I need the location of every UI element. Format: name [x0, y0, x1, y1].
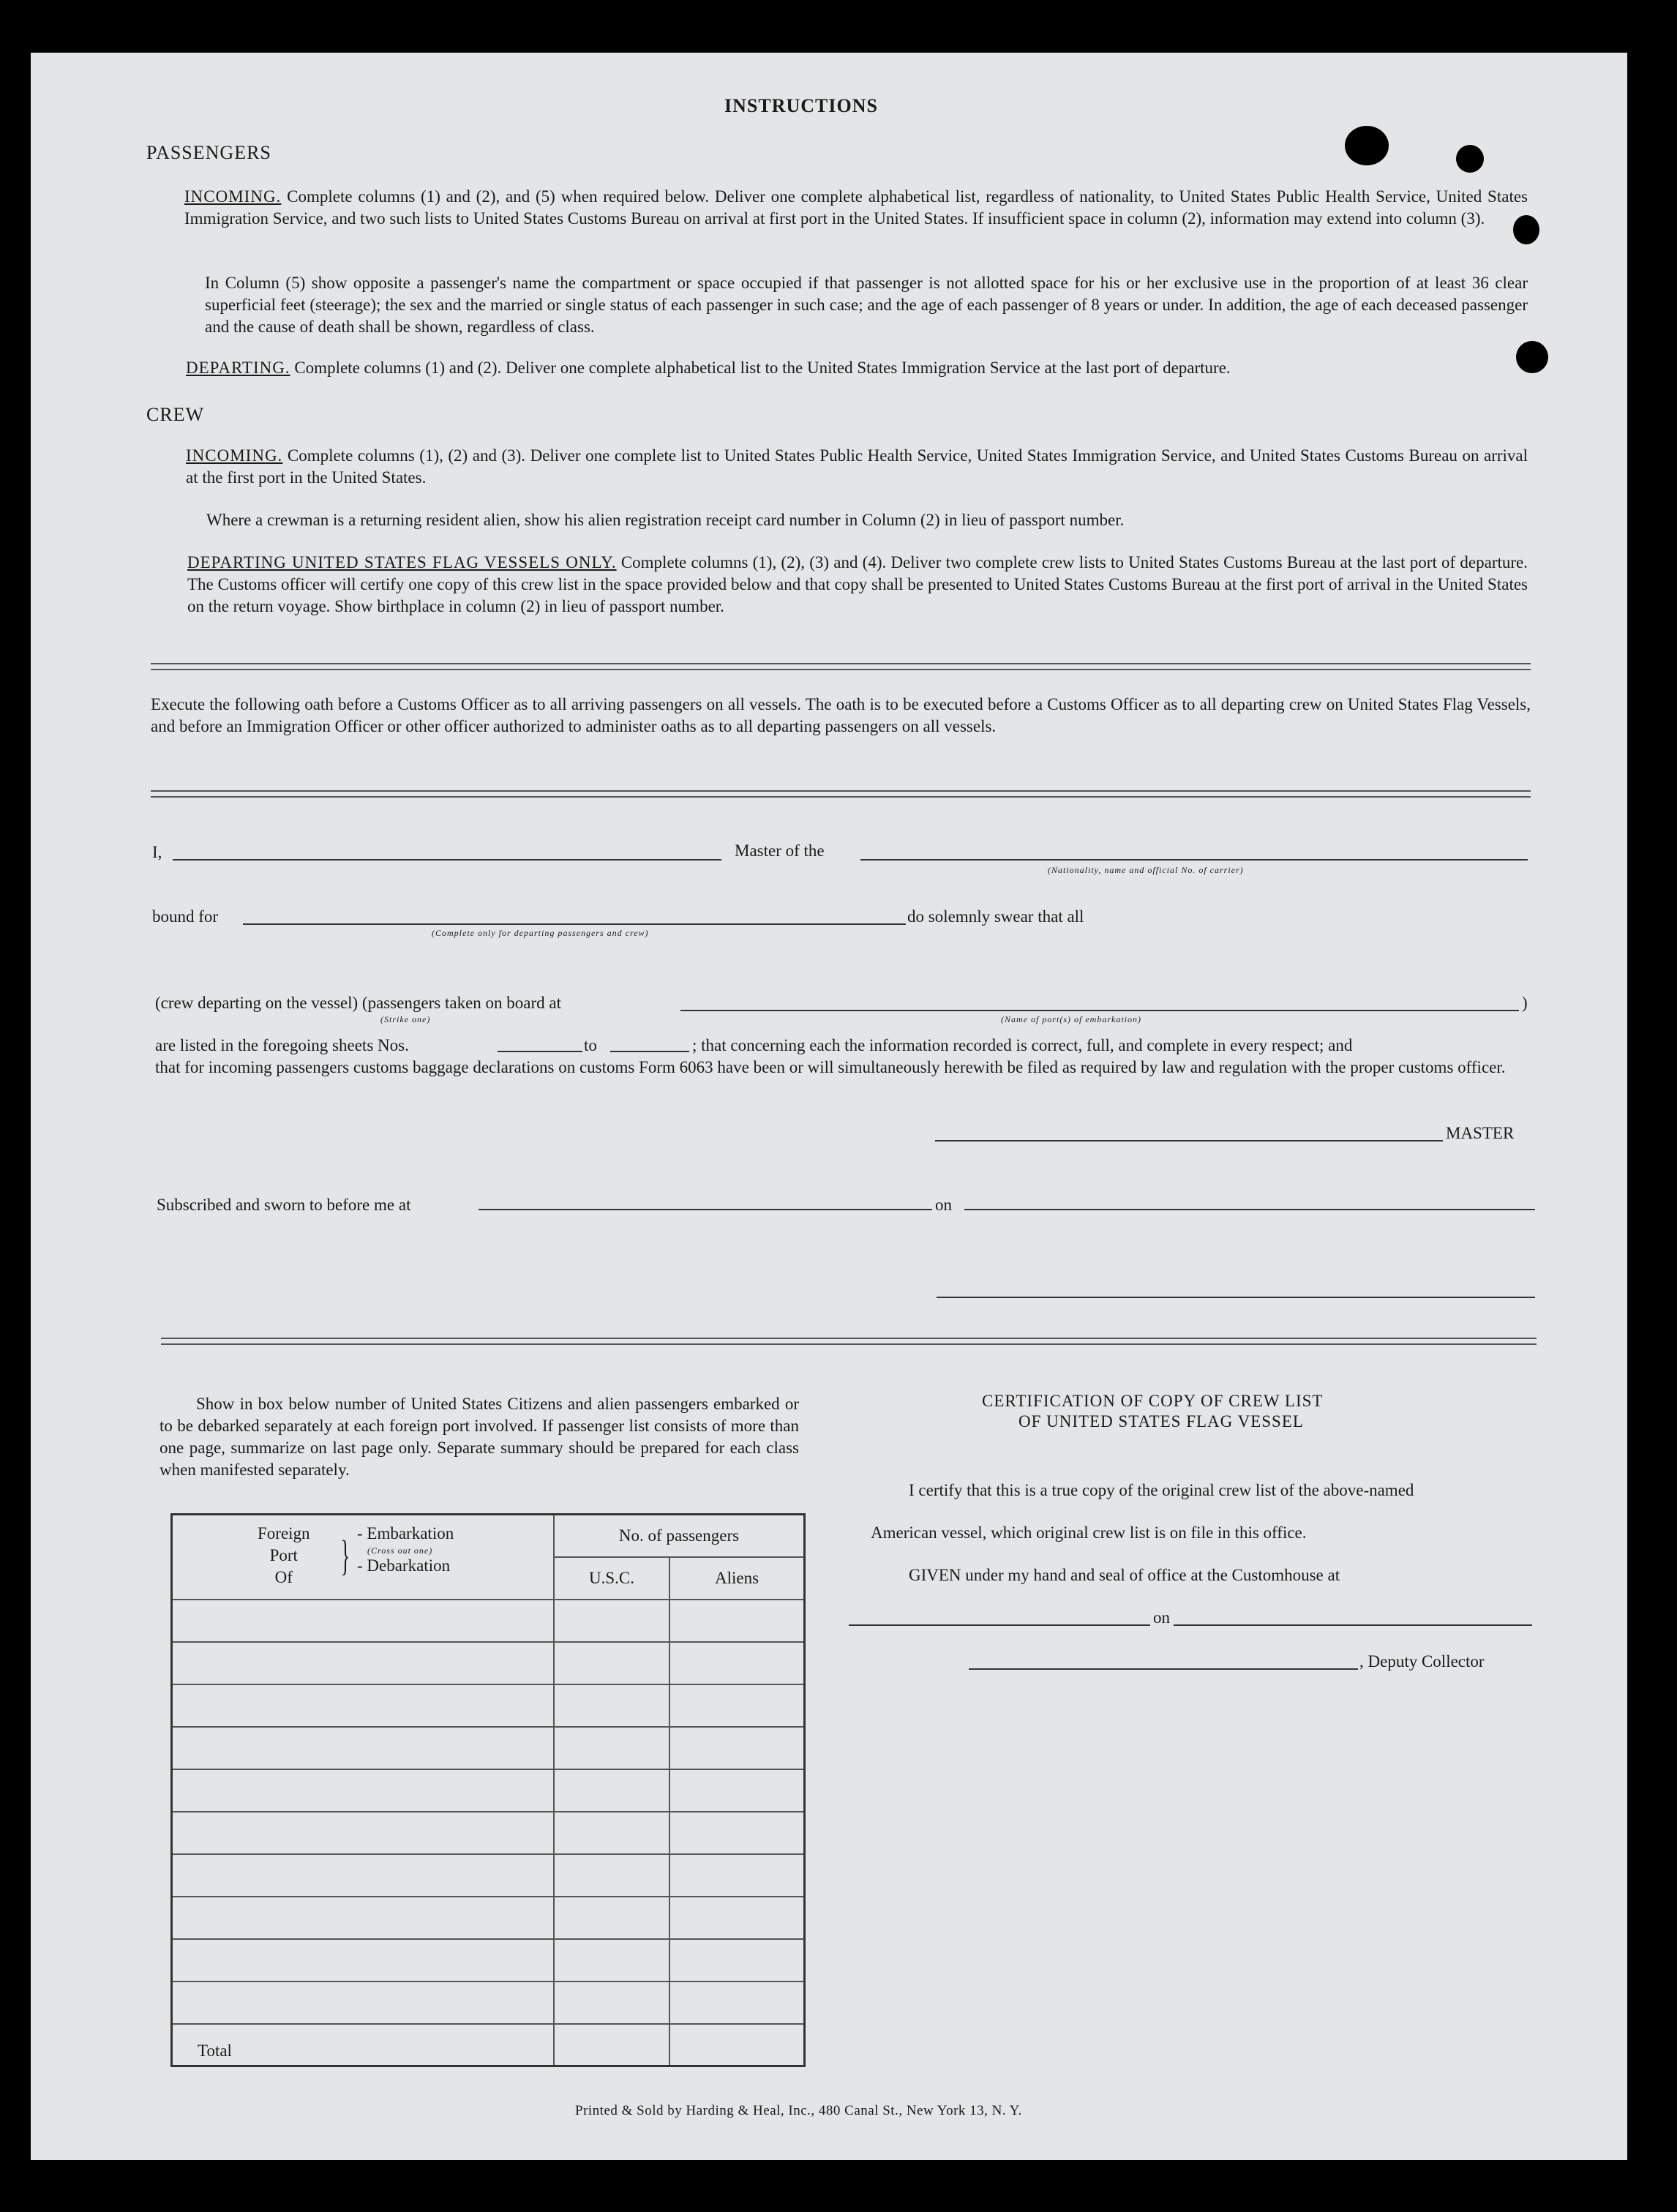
certification-line-1: I certify that this is a true copy of the original crew list of the above-named	[909, 1481, 1414, 1499]
passengers-incoming-text: Complete columns (1) and (2), and (5) when required below. Deliver one complete alphabetical list, regardless of nationality, to United States Public Health Service, United States Immigration Service, and two such lists to United States Customs Bureau on arrival at first port in the United States. If insufficient space in column (2), information may extend into column (3).	[184, 187, 1528, 228]
deputy-signature-field[interactable]	[969, 1668, 1358, 1670]
port-cell[interactable]	[172, 1769, 555, 1812]
crew-incoming	[186, 445, 1528, 489]
oath-listed-prefix: are listed in the foregoing sheets Nos.	[155, 1036, 409, 1054]
usc-cell[interactable]	[554, 1600, 669, 1642]
divider	[161, 1338, 1537, 1345]
footer-imprint: Printed & Sold by Harding & Heal, Inc., 480 Canal St., New York 13, N. Y.	[575, 2103, 1022, 2118]
sheet-to-field[interactable]	[610, 1051, 689, 1052]
subscribed-place-field[interactable]	[479, 1209, 932, 1210]
port-cell[interactable]	[172, 1982, 555, 2024]
aliens-cell[interactable]	[669, 1600, 805, 1642]
page-title: INSTRUCTIONS	[724, 95, 878, 116]
divider	[151, 663, 1531, 670]
table-row	[172, 1812, 805, 1854]
sheet-from-field[interactable]	[498, 1051, 582, 1052]
oath-i: I,	[152, 843, 162, 861]
port-cell[interactable]	[172, 1600, 555, 1642]
passengers-heading: PASSENGERS	[146, 142, 271, 163]
oath-on: on	[935, 1196, 952, 1214]
port-cell[interactable]	[172, 1812, 555, 1854]
crew-departing-label: DEPARTING UNITED STATES FLAG VESSELS ONLY.	[187, 553, 617, 571]
master-signature-field[interactable]	[935, 1140, 1443, 1141]
of-label: Of	[274, 1568, 293, 1586]
embarkation-option[interactable]: - Embarkation	[357, 1524, 454, 1542]
usc-cell[interactable]	[554, 1684, 669, 1727]
aliens-cell[interactable]	[669, 1812, 805, 1854]
oath-master: MASTER	[1446, 1124, 1515, 1142]
passenger-summary-table	[170, 1513, 806, 2067]
total-row	[172, 2024, 805, 2066]
oath-instructions: Execute the following oath before a Customs Officer as to all arriving passengers on all vessels. The oath is to be executed before a Customs Officer as to all departing crew on United States Flag Vessels, and before an Immigration Officer or other officer authorized to administer oaths as to all departing passengers on all vessels.	[151, 695, 1531, 735]
usc-cell[interactable]	[554, 1897, 669, 1939]
oath-master-of-the: Master of the	[735, 841, 825, 860]
summary-instructions: Show in box below number of United States Citizens and alien passengers embarked or to be debarked separately at each foreign port involved. If passenger list consists of more than one page, summarize on last page only. Separate summary should be prepared for each class when manifested separately.	[160, 1395, 799, 1479]
aliens-cell[interactable]	[669, 1854, 805, 1897]
ports-note: (Name of port(s) of embarkation)	[1001, 1014, 1141, 1024]
brace-icon: }	[340, 1531, 350, 1579]
aliens-total-cell[interactable]	[669, 2024, 805, 2066]
carrier-note: (Nationality, name and official No. of carrier)	[1048, 865, 1244, 875]
aliens-cell[interactable]	[669, 1684, 805, 1727]
master-name-field[interactable]	[173, 859, 721, 861]
oath-to: to	[584, 1036, 597, 1054]
subscribed-date-field[interactable]	[964, 1209, 1535, 1210]
table-row	[172, 1642, 805, 1684]
port-cell[interactable]	[172, 1854, 555, 1897]
crew-incoming-text: Complete columns (1), (2) and (3). Deliver one complete list to United States Public Health Service, United States Immigration Service, and United States Customs Bureau on arrival at the first port in the United States.	[186, 446, 1528, 487]
port-cell[interactable]	[172, 1642, 555, 1684]
no-passengers-header: No. of passengers	[554, 1515, 805, 1557]
aliens-cell[interactable]	[669, 1982, 805, 2024]
usc-cell[interactable]	[554, 1642, 669, 1684]
table-row	[172, 1897, 805, 1939]
aliens-cell[interactable]	[669, 1642, 805, 1684]
certification-on: on	[1153, 1608, 1170, 1627]
hole-mark	[1345, 126, 1389, 165]
aliens-cell[interactable]	[669, 1727, 805, 1769]
strike-one: (Strike one)	[380, 1014, 431, 1024]
usc-cell[interactable]	[554, 1854, 669, 1897]
certification-deputy: , Deputy Collector	[1359, 1652, 1485, 1671]
table-row	[172, 1600, 805, 1642]
usc-total-cell[interactable]	[554, 2024, 669, 2066]
divider	[151, 790, 1531, 798]
crew-departing-text: Complete columns (1), (2), (3) and (4). Deliver two complete crew lists to United States Customs Bureau at the last port of departure. The Customs officer will certify one copy of this crew list in the space provided below and that copy shall be presented to United States Customs Bureau at the first port of arrival in the United States on the return voyage. Show birthplace in column (2) in lieu of passport number.	[187, 553, 1528, 615]
certification-date-field[interactable]	[1174, 1624, 1532, 1626]
port-cell[interactable]	[172, 1897, 555, 1939]
carrier-field[interactable]	[860, 859, 1528, 861]
passengers-incoming	[184, 186, 1528, 230]
total-label	[172, 2024, 555, 2066]
oath-swear: do solemnly swear that all	[907, 907, 1084, 926]
oath-bound-for: bound for	[152, 907, 219, 926]
passengers-departing-label: DEPARTING.	[186, 359, 290, 377]
aliens-cell[interactable]	[669, 1769, 805, 1812]
table-row	[172, 1854, 805, 1897]
oath-listed-suffix: ; that concerning each the information recorded is correct, full, and complete in every respect; and	[692, 1036, 1353, 1054]
usc-cell[interactable]	[554, 1727, 669, 1769]
oath-subscribed: Subscribed and sworn to before me at	[157, 1196, 411, 1214]
aliens-cell[interactable]	[669, 1939, 805, 1982]
hole-mark	[1456, 145, 1484, 173]
certification-title-1: CERTIFICATION OF COPY OF CREW LIST	[982, 1392, 1324, 1410]
cross-out-note: (Cross out one)	[367, 1545, 433, 1556]
port-cell[interactable]	[172, 1684, 555, 1727]
total-text: Total	[198, 2042, 232, 2060]
aliens-cell[interactable]	[669, 1897, 805, 1939]
usc-cell[interactable]	[554, 1939, 669, 1982]
bound-for-field[interactable]	[243, 923, 906, 925]
oath-close-paren: )	[1522, 994, 1528, 1012]
usc-cell[interactable]	[554, 1769, 669, 1812]
crew-resident: Where a crewman is a returning resident alien, show his alien registration receipt card number in Column (2) in lieu of passport number.	[206, 511, 1125, 529]
port-cell[interactable]	[172, 1939, 555, 1982]
usc-cell[interactable]	[554, 1982, 669, 2024]
port-header	[172, 1515, 555, 1600]
foreign-label: Foreign	[258, 1524, 310, 1542]
passengers-departing	[186, 357, 1528, 379]
usc-header: U.S.C.	[554, 1557, 669, 1600]
crew-departing	[187, 552, 1528, 618]
certification-line-2: American vessel, which original crew list is on file in this office.	[871, 1523, 1307, 1542]
passengers-incoming-label: INCOMING.	[184, 187, 282, 206]
officer-signature-field[interactable]	[937, 1297, 1535, 1298]
table-row	[172, 1982, 805, 2024]
certification-line-3: GIVEN under my hand and seal of office at the Customhouse at	[909, 1566, 1340, 1584]
aliens-header: Aliens	[669, 1557, 805, 1600]
certification-title-2: OF UNITED STATES FLAG VESSEL	[1018, 1412, 1304, 1431]
oath-crew-passengers: (crew departing on the vessel) (passengers taken on board at	[155, 994, 561, 1012]
port-cell[interactable]	[172, 1727, 555, 1769]
passengers-departing-text: Complete columns (1) and (2). Deliver one complete alphabetical list to the United States Immigration Service at the last port of departure.	[294, 359, 1231, 377]
debarkation-option[interactable]: - Debarkation	[357, 1556, 451, 1575]
usc-cell[interactable]	[554, 1812, 669, 1854]
oath-listed-rest: that for incoming passengers customs baggage declarations on customs Form 6063 have been or will simultaneously herewith be filed as required by law and regulation with the proper customs officer.	[155, 1058, 1506, 1076]
customhouse-field[interactable]	[849, 1624, 1150, 1626]
table-row	[172, 1684, 805, 1727]
table-row	[172, 1727, 805, 1769]
passengers-column5: In Column (5) show opposite a passenger's name the compartment or space occupied if that passenger is not allotted space for his or her exclusive use in the proportion of at least 36 clear superficial feet (steerage); the sex and the married or single status of each passenger in such case; and the age of each passenger of 8 years or under. In addition, the age of each deceased passenger and the cause of death shall be shown, regardless of class.	[205, 274, 1528, 336]
crew-heading: CREW	[146, 404, 205, 425]
bound-note: (Complete only for departing passengers and crew)	[432, 928, 649, 938]
table-row	[172, 1769, 805, 1812]
port-label: Port	[269, 1546, 298, 1564]
table-row	[172, 1939, 805, 1982]
crew-incoming-label: INCOMING.	[186, 446, 283, 465]
embarkation-port-field[interactable]	[680, 1010, 1519, 1011]
